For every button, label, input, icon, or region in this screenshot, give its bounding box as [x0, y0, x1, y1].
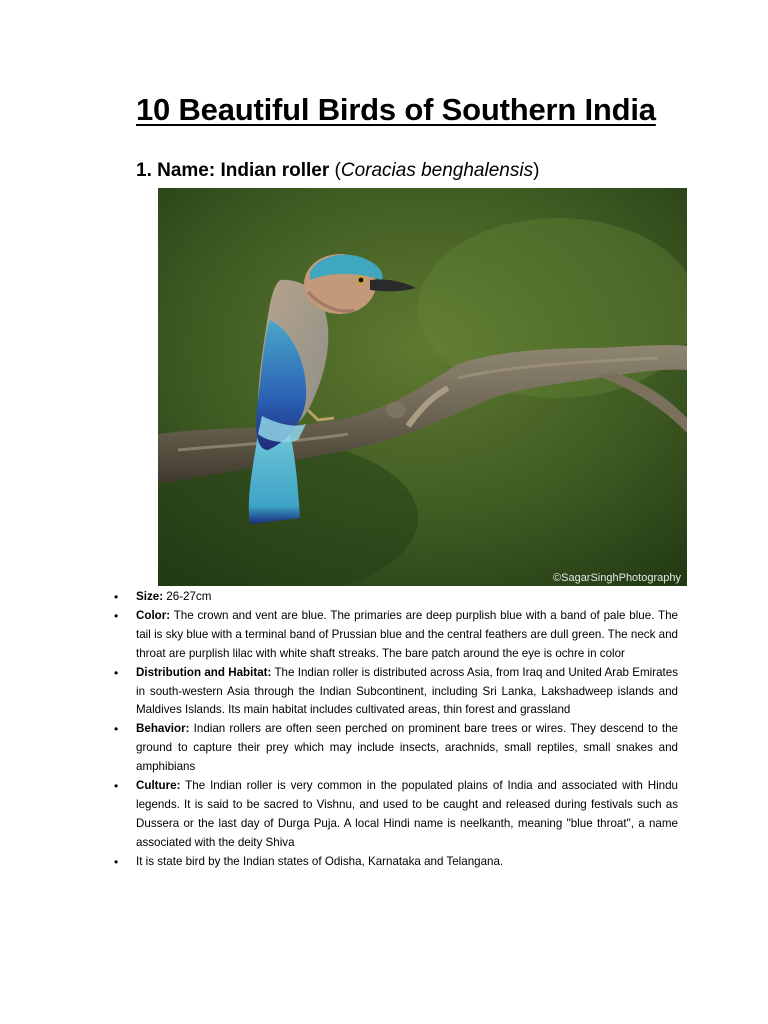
list-item [136, 588, 678, 607]
fact-text: The Indian roller is distributed across Asia, from Iraq and United Arab Emirates in south-western Asia through the Indian Subcontinent, including Sri Lanka, Lakshadweep islands and Maldives Islands. Its main habitat includes cultivated areas, thin forest and grassland [136, 665, 678, 717]
facts-list [136, 588, 678, 872]
fact-text: The crown and vent are blue. The primaries are deep purplish blue with a band of pale blue. The tail is sky blue with a terminal band of Prussian blue and the central feathers are dull green. The neck and throat are purplish lilac with white shaft streaks. The bare patch around the eye is ochre in color [136, 608, 678, 660]
fact-label: Behavior: [136, 722, 190, 736]
fact-label: Culture: [136, 779, 181, 793]
paren-open: ( [334, 160, 341, 181]
fact-text: Indian rollers are often seen perched on prominent bare trees or wires. They descend to the ground to capture their prey which may include insects, arachnids, small reptiles, small snakes and amphibians [136, 722, 678, 774]
section-heading [136, 160, 539, 182]
fact-label: Color: [136, 608, 171, 622]
list-item [136, 720, 678, 777]
list-item [136, 777, 678, 853]
list-item [136, 853, 678, 872]
bird-photo [158, 188, 687, 586]
fact-text: The Indian roller is very common in the populated plains of India and associated with Hindu legends. It is said to be sacred to Vishnu, and used to be caught and released during festivals such as Dussera or the last day of Durga Puja. A local Hindi name is neelkanth, meaning "blue throat", a name associated with the deity Shiva [136, 779, 678, 849]
page-title: 10 Beautiful Birds of Southern India [136, 92, 656, 127]
fact-label: Distribution and Habitat: [136, 665, 272, 679]
scientific-name: Coracias benghalensis [340, 160, 534, 181]
fact-label: Size: [136, 590, 164, 603]
fact-text: It is state bird by the Indian states of Odisha, Karnataka and Telangana. [136, 854, 504, 868]
fact-text: 26-27cm [163, 590, 212, 603]
photo-credit: ©SagarSinghPhotography [553, 572, 681, 584]
list-item [136, 607, 678, 664]
paren-close: ) [533, 160, 540, 181]
list-item [136, 664, 678, 721]
bird-name: 1. Name: Indian roller [136, 160, 330, 181]
